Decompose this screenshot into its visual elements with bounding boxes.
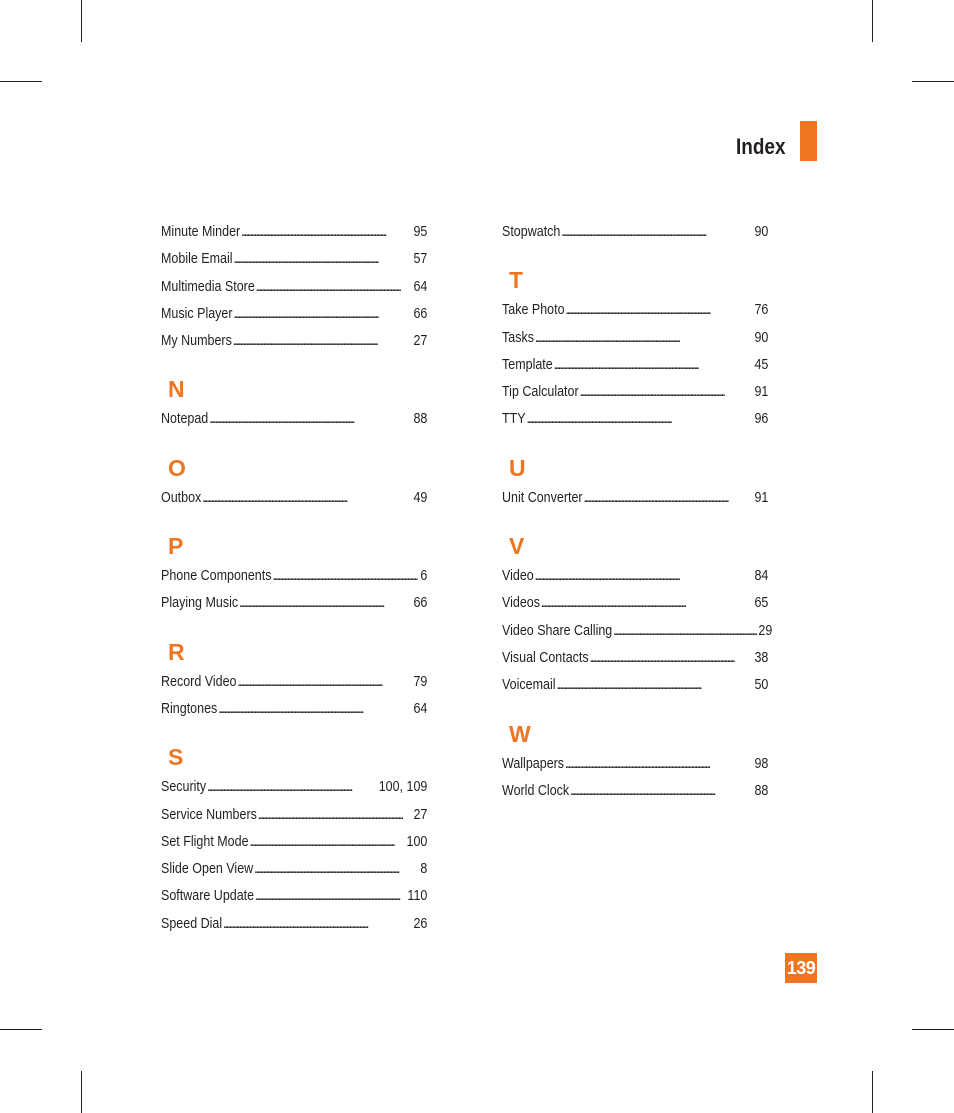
crop-mark [0,81,42,82]
index-entry-page: 91 [754,489,769,506]
index-section-letter: W [509,720,531,747]
dot-leader [256,275,413,299]
index-entry-label: Wallpapers [502,755,565,772]
index-entry-page: 27 [413,333,428,350]
index-entry-page: 90 [754,329,769,346]
index-entry-page: 64 [413,278,428,295]
index-entry-label: Video Share Calling [502,622,613,639]
index-entry-label: Notepad [161,411,209,428]
index-entry [502,619,811,646]
dot-leader [223,912,413,936]
index-entry-label: Unit Converter [502,489,583,506]
page-title: Index [735,134,785,159]
index-entry-label: Tasks [502,329,534,346]
index-entry-label: World Clock [502,782,570,799]
index-entry [161,486,470,513]
index-section-letter: S [168,744,184,771]
index-entry-page: 57 [413,251,428,268]
index-entry-label: Outbox [161,489,202,506]
index-entry [502,564,811,591]
index-entry-page: 29 [758,622,773,639]
index-section-letter: P [168,533,184,560]
dot-leader [589,646,753,670]
index-entry-page: 91 [754,384,769,401]
index-entry-page: 110 [407,888,428,905]
index-entry-label: Take Photo [502,302,565,319]
index-entry-label: Voicemail [502,677,556,694]
index-entry-label: Mobile Email [161,251,233,268]
index-entry [502,646,811,673]
index-entry [161,591,470,618]
index-entry-page: 38 [754,649,769,666]
index-entry [161,220,470,247]
dot-leader [249,830,405,854]
index-entry [161,830,470,857]
dot-leader [233,302,412,326]
index-entry-page: 66 [413,595,428,612]
index-entry [161,302,470,329]
index-entry [161,857,470,884]
index-entry [161,407,470,434]
index-entry-label: Service Numbers [161,806,257,823]
index-entry [502,486,811,513]
dot-leader [541,591,754,615]
dot-leader [565,752,754,776]
index-entry-label: Security [161,779,207,796]
index-entry-page: 49 [413,489,428,506]
crop-mark [912,1029,954,1030]
index-entry-label: Playing Music [161,595,239,612]
index-entry-label: TTY [502,411,526,428]
dot-leader [218,697,412,721]
index-entry-label: Set Flight Mode [161,833,249,850]
dot-leader [526,407,753,431]
dot-leader [241,220,413,244]
index-entry [502,407,811,434]
index-entry-label: Multimedia Store [161,278,255,295]
dot-leader [272,564,419,588]
page-number: 139 [785,953,817,983]
dot-leader [570,779,754,803]
dot-leader [583,486,753,510]
index-column-left [161,220,470,939]
index-section-letter: O [168,454,186,481]
crop-mark [81,0,82,42]
index-entry [161,884,470,911]
index-entry-page: 27 [413,806,428,823]
dot-leader [613,619,757,643]
crop-mark [0,1029,42,1030]
index-entry-label: Visual Contacts [502,649,589,666]
index-entry-label: Video [502,568,534,585]
index-entry-page: 65 [754,595,769,612]
index-entry [161,564,470,591]
crop-mark [81,1071,82,1113]
index-entry [502,380,811,407]
dot-leader [237,670,412,694]
index-entry-label: Stopwatch [502,224,561,240]
dot-leader [233,329,413,353]
index-entry-page: 98 [754,755,769,772]
index-entry [502,353,811,380]
index-entry-page: 50 [754,677,769,694]
index-entry [161,329,470,356]
index-entry-page: 100 [406,833,428,850]
index-section-letter: T [509,267,524,294]
dot-leader [254,857,419,881]
index-entry-page: 64 [413,700,428,717]
dot-leader [554,353,754,377]
dot-leader [202,486,412,510]
index-entry-label: Software Update [161,888,255,905]
index-entry [502,673,811,700]
index-entry [161,697,470,724]
index-entry-label: Music Player [161,305,233,322]
dot-leader [535,326,754,350]
index-entry [161,275,470,302]
index-section-letter: R [168,638,185,665]
index-entry-label: Minute Minder [161,224,241,240]
index-column-right [502,220,811,806]
crop-mark [872,0,873,42]
crop-mark [872,1071,873,1113]
index-entry-label: Template [502,356,553,373]
index-entry-label: Record Video [161,673,237,690]
index-entry [161,670,470,697]
dot-leader [207,775,378,799]
index-section-letter: V [509,533,525,560]
index-entry [161,247,470,274]
dot-leader [535,564,754,588]
index-section-letter: N [168,376,185,403]
index-entry-page: 79 [413,673,428,690]
dot-leader [565,298,753,322]
index-entry [502,591,811,618]
dot-leader [209,407,412,431]
index-entry-page: 6 [420,568,428,585]
index-section-letter: U [509,454,526,481]
index-entry-page: 100, 109 [378,779,428,796]
index-entry-label: Slide Open View [161,861,254,878]
index-entry-label: Speed Dial [161,915,223,932]
index-entry-page: 90 [754,224,769,240]
dot-leader [556,673,753,697]
dot-leader [233,247,412,271]
index-entry [502,220,811,247]
index-entry-page: 66 [413,305,428,322]
dot-leader [580,380,754,404]
index-entry [161,912,470,939]
index-entry-page: 8 [420,861,428,878]
index-entry-page: 88 [754,782,769,799]
index-entry-label: Videos [502,595,540,612]
index-entry [161,775,470,802]
index-entry-page: 26 [413,915,428,932]
index-entry [161,803,470,830]
index-entry [502,779,811,806]
index-entry-page: 76 [754,302,769,319]
index-entry-page: 84 [754,568,769,585]
dot-leader [561,220,753,244]
crop-mark [912,81,954,82]
index-entry-label: Phone Components [161,568,272,585]
header-accent-bar [800,121,817,161]
index-entry-page: 88 [413,411,428,428]
index-entry [502,752,811,779]
index-entry-label: Tip Calculator [502,384,579,401]
dot-leader [258,803,413,827]
index-entry-label: My Numbers [161,333,232,350]
dot-leader [255,884,407,908]
index-entry-label: Ringtones [161,700,218,717]
index-entry-page: 96 [754,411,769,428]
index-entry-page: 45 [754,356,769,373]
index-entry [502,326,811,353]
index-entry [502,298,811,325]
index-entry-page: 95 [413,224,428,240]
dot-leader [239,591,413,615]
